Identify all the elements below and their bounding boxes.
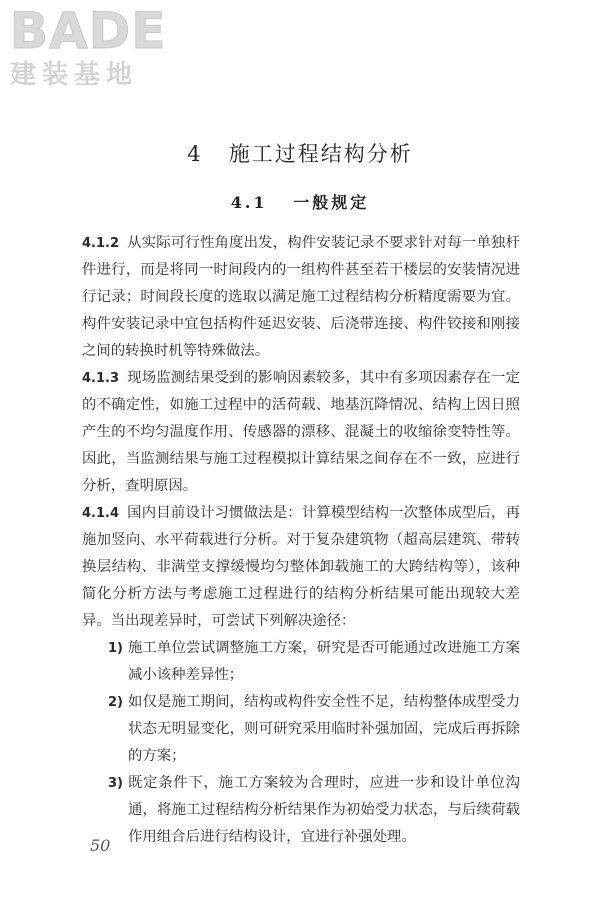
list-number: 2) [108,695,123,710]
section-number: 4.1 [230,193,268,212]
list-item [82,689,520,770]
clause-paragraph [82,230,520,365]
clause-text: 国内目前设计习惯做法是：计算模型结构一次整体成型后，再施加竖向、水平荷载进行分析。对于复杂建筑物（超高层建筑、带转换层结构、非满堂支撑缓慢均匀整体卸载施工的大跨结构等），该种简化分析方法与考虑施工过程进行的结构分析结果可能出现较大差异。当出现差异时，可尝试下列解决途径： [82,505,520,629]
chapter-title-text: 施工过程结构分析 [228,142,413,166]
chapter-number: 4 [187,142,203,166]
list-text: 如仅是施工期间，结构或构件安全性不足，结构整体成型受力状态无明显变化，则可研究采用临时补强加固，完成后再拆除的方案； [128,694,520,764]
solution-list [82,635,520,851]
logo-mark: BADE [10,2,167,60]
clause-number: 4.1.4 [82,506,120,521]
logo-subtitle: 建装基地 [10,60,139,90]
list-text: 既定条件下，施工方案较为合理时，应进一步和设计单位沟通，将施工过程结构分析结果作为初始受力状态，与后续荷载作用组合后进行结构设计，宜进行补强处理。 [128,775,520,845]
clause-paragraph [82,500,520,635]
bade-logo [10,4,180,90]
section-title-text: 一般规定 [293,193,370,212]
list-text: 施工单位尝试调整施工方案，研究是否可能通过改进施工方案减小该种差异性； [128,640,520,683]
list-item [82,770,520,851]
page-number: 50 [90,836,111,855]
clause-text: 现场监测结果受到的影响因素较多，其中有多项因素存在一定的不确定性，如施工过程中的活荷载、地基沉降情况、结构上因日照产生的不均匀温度作用、传感器的漂移、混凝土的收缩徐变特性等。因此，当监测结果与施工过程模拟计算结果之间存在不一致，应进行分析，查明原因。 [82,370,520,494]
clause-paragraph [82,365,520,500]
section-title [0,190,600,213]
clause-text: 从实际可行性角度出发，构件安装记录不要求针对每一单独杆件进行，而是将同一时间段内的一组构件甚至若干楼层的安装情况进行记录；时间段长度的选取以满足施工过程结构分析精度需要为宜。构件安装记录中宜包括构件延迟安装、后浇带连接、构件铰接和刚接之间的转换时机等特殊做法。 [82,235,520,359]
document-body [82,230,520,851]
list-item [82,635,520,689]
list-number: 1) [108,641,123,656]
chapter-title [0,138,600,168]
list-number: 3) [108,776,123,791]
clause-number: 4.1.2 [82,236,120,251]
clause-number: 4.1.3 [82,371,120,386]
